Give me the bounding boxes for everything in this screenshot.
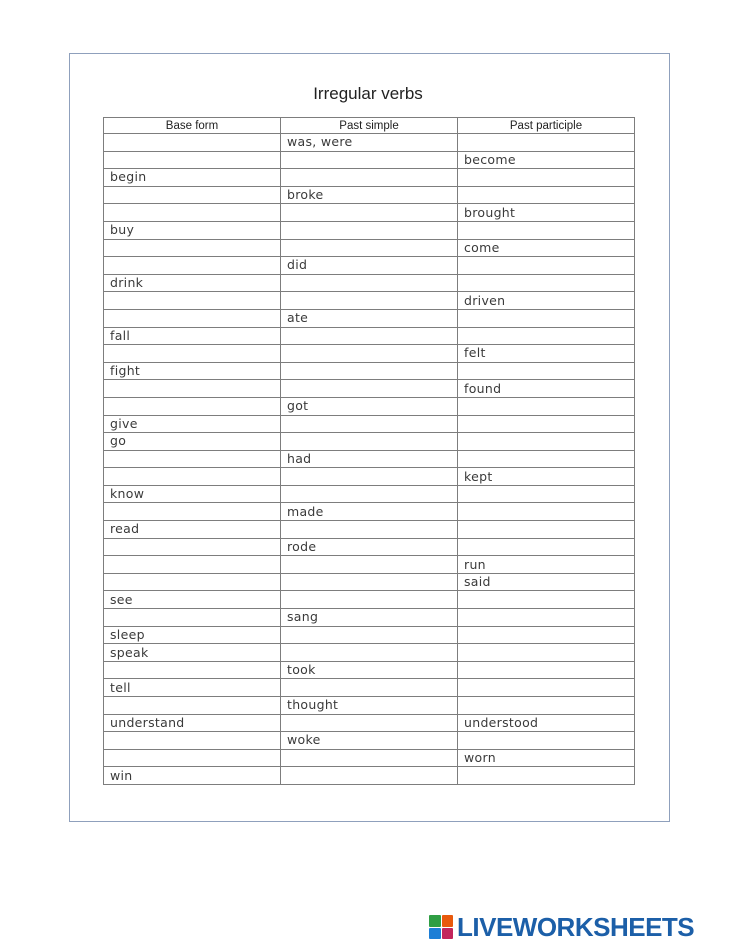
- base-form-cell[interactable]: [104, 732, 281, 750]
- past-simple-cell[interactable]: got: [281, 397, 458, 415]
- base-form-cell[interactable]: win: [104, 767, 281, 785]
- past-participle-cell[interactable]: [458, 521, 635, 539]
- table-row: [104, 274, 635, 292]
- base-form-cell[interactable]: [104, 397, 281, 415]
- base-form-cell[interactable]: fight: [104, 362, 281, 380]
- header-base-form: Base form: [104, 118, 281, 134]
- past-simple-cell[interactable]: rode: [281, 538, 458, 556]
- irregular-verbs-table: [103, 117, 635, 785]
- base-form-cell[interactable]: [104, 450, 281, 468]
- base-form-cell[interactable]: drink: [104, 274, 281, 292]
- base-form-cell[interactable]: [104, 134, 281, 152]
- table-row: [104, 450, 635, 468]
- base-form-cell[interactable]: [104, 239, 281, 257]
- base-form-cell[interactable]: tell: [104, 679, 281, 697]
- past-simple-cell[interactable]: was, were: [281, 134, 458, 152]
- table-row: [104, 433, 635, 451]
- past-participle-cell[interactable]: [458, 186, 635, 204]
- table-row: [104, 327, 635, 345]
- table-row: [104, 749, 635, 767]
- past-simple-cell[interactable]: [281, 345, 458, 363]
- past-participle-cell[interactable]: [458, 257, 635, 275]
- table-row: [104, 415, 635, 433]
- past-simple-cell[interactable]: did: [281, 257, 458, 275]
- past-simple-cell[interactable]: sang: [281, 609, 458, 627]
- past-participle-cell[interactable]: [458, 134, 635, 152]
- liveworksheets-logo-icon: [429, 915, 453, 939]
- past-simple-cell[interactable]: [281, 204, 458, 222]
- table-row: [104, 609, 635, 627]
- table-row: [104, 573, 635, 591]
- past-simple-cell[interactable]: [281, 327, 458, 345]
- past-simple-cell[interactable]: ate: [281, 309, 458, 327]
- base-form-cell[interactable]: [104, 556, 281, 574]
- base-form-cell[interactable]: [104, 468, 281, 486]
- past-simple-cell[interactable]: woke: [281, 732, 458, 750]
- past-participle-cell[interactable]: [458, 697, 635, 715]
- base-form-cell[interactable]: go: [104, 433, 281, 451]
- table-row: [104, 345, 635, 363]
- base-form-cell[interactable]: [104, 573, 281, 591]
- table-row: [104, 697, 635, 715]
- table-row: [104, 556, 635, 574]
- table-row: [104, 292, 635, 310]
- past-participle-cell[interactable]: [458, 644, 635, 662]
- past-participle-cell[interactable]: [458, 679, 635, 697]
- past-simple-cell[interactable]: [281, 169, 458, 187]
- past-simple-cell[interactable]: had: [281, 450, 458, 468]
- past-participle-cell[interactable]: [458, 732, 635, 750]
- base-form-cell[interactable]: speak: [104, 644, 281, 662]
- past-simple-cell[interactable]: [281, 749, 458, 767]
- table-row: [104, 221, 635, 239]
- table-row: [104, 468, 635, 486]
- past-participle-cell[interactable]: said: [458, 573, 635, 591]
- table-row: [104, 591, 635, 609]
- table-row: [104, 644, 635, 662]
- base-form-cell[interactable]: [104, 697, 281, 715]
- table-header-row: [104, 118, 635, 134]
- past-participle-cell[interactable]: [458, 767, 635, 785]
- base-form-cell[interactable]: [104, 345, 281, 363]
- table-row: [104, 485, 635, 503]
- past-participle-cell[interactable]: run: [458, 556, 635, 574]
- past-simple-cell[interactable]: took: [281, 661, 458, 679]
- table-row: [104, 151, 635, 169]
- past-participle-cell[interactable]: [458, 485, 635, 503]
- base-form-cell[interactable]: read: [104, 521, 281, 539]
- past-simple-cell[interactable]: made: [281, 503, 458, 521]
- logo-icon-square: [429, 928, 441, 940]
- past-simple-cell[interactable]: [281, 380, 458, 398]
- logo-icon-square: [442, 915, 454, 927]
- past-participle-cell[interactable]: [458, 450, 635, 468]
- liveworksheets-logo[interactable]: [429, 912, 694, 942]
- logo-text: LIVEWORKSHEETS: [457, 911, 695, 942]
- base-form-cell[interactable]: [104, 609, 281, 627]
- past-participle-cell[interactable]: [458, 433, 635, 451]
- past-simple-cell[interactable]: [281, 556, 458, 574]
- past-simple-cell[interactable]: [281, 591, 458, 609]
- past-participle-cell[interactable]: [458, 609, 635, 627]
- table-row: [104, 714, 635, 732]
- base-form-cell[interactable]: understand: [104, 714, 281, 732]
- table-row: [104, 679, 635, 697]
- past-participle-cell[interactable]: [458, 415, 635, 433]
- past-participle-cell[interactable]: come: [458, 239, 635, 257]
- past-participle-cell[interactable]: kept: [458, 468, 635, 486]
- table-row: [104, 397, 635, 415]
- base-form-cell[interactable]: [104, 380, 281, 398]
- past-participle-cell[interactable]: [458, 397, 635, 415]
- base-form-cell[interactable]: buy: [104, 221, 281, 239]
- past-simple-cell[interactable]: [281, 292, 458, 310]
- past-participle-cell[interactable]: brought: [458, 204, 635, 222]
- table-row: [104, 380, 635, 398]
- base-form-cell[interactable]: fall: [104, 327, 281, 345]
- table-row: [104, 169, 635, 187]
- base-form-cell[interactable]: [104, 661, 281, 679]
- table-row: [104, 204, 635, 222]
- table-row: [104, 626, 635, 644]
- past-participle-cell[interactable]: [458, 221, 635, 239]
- past-simple-cell[interactable]: [281, 573, 458, 591]
- base-form-cell[interactable]: [104, 257, 281, 275]
- past-simple-cell[interactable]: [281, 521, 458, 539]
- past-participle-cell[interactable]: [458, 626, 635, 644]
- past-participle-cell[interactable]: [458, 538, 635, 556]
- past-simple-cell[interactable]: [281, 679, 458, 697]
- table-row: [104, 362, 635, 380]
- past-participle-cell[interactable]: found: [458, 380, 635, 398]
- base-form-cell[interactable]: know: [104, 485, 281, 503]
- base-form-cell[interactable]: [104, 538, 281, 556]
- past-simple-cell[interactable]: broke: [281, 186, 458, 204]
- table-row: [104, 309, 635, 327]
- past-simple-cell[interactable]: [281, 644, 458, 662]
- base-form-cell[interactable]: [104, 151, 281, 169]
- table-row: [104, 239, 635, 257]
- base-form-cell[interactable]: give: [104, 415, 281, 433]
- past-participle-cell[interactable]: become: [458, 151, 635, 169]
- logo-icon-square: [442, 928, 454, 940]
- past-participle-cell[interactable]: [458, 591, 635, 609]
- past-participle-cell[interactable]: [458, 309, 635, 327]
- past-participle-cell[interactable]: worn: [458, 749, 635, 767]
- past-simple-cell[interactable]: [281, 468, 458, 486]
- past-simple-cell[interactable]: [281, 415, 458, 433]
- base-form-cell[interactable]: begin: [104, 169, 281, 187]
- past-simple-cell[interactable]: [281, 151, 458, 169]
- past-participle-cell[interactable]: [458, 503, 635, 521]
- base-form-cell[interactable]: see: [104, 591, 281, 609]
- table-row: [104, 767, 635, 785]
- past-simple-cell[interactable]: [281, 433, 458, 451]
- table-row: [104, 521, 635, 539]
- past-simple-cell[interactable]: thought: [281, 697, 458, 715]
- past-participle-cell[interactable]: [458, 274, 635, 292]
- past-simple-cell[interactable]: [281, 714, 458, 732]
- table-row: [104, 538, 635, 556]
- base-form-cell[interactable]: [104, 204, 281, 222]
- past-simple-cell[interactable]: [281, 274, 458, 292]
- past-simple-cell[interactable]: [281, 485, 458, 503]
- worksheet-title: Irregular verbs: [313, 84, 423, 103]
- header-past-participle: Past participle: [458, 118, 635, 134]
- past-simple-cell[interactable]: [281, 362, 458, 380]
- past-simple-cell[interactable]: [281, 626, 458, 644]
- table-row: [104, 134, 635, 152]
- base-form-cell[interactable]: [104, 503, 281, 521]
- table-row: [104, 503, 635, 521]
- past-participle-cell[interactable]: [458, 327, 635, 345]
- past-participle-cell[interactable]: understood: [458, 714, 635, 732]
- base-form-cell[interactable]: [104, 309, 281, 327]
- logo-icon-square: [429, 915, 441, 927]
- table-row: [104, 186, 635, 204]
- table-row: [104, 257, 635, 275]
- past-participle-cell[interactable]: [458, 169, 635, 187]
- past-simple-cell[interactable]: [281, 767, 458, 785]
- header-past-simple: Past simple: [281, 118, 458, 134]
- base-form-cell[interactable]: [104, 749, 281, 767]
- past-simple-cell[interactable]: [281, 239, 458, 257]
- base-form-cell[interactable]: [104, 186, 281, 204]
- table-row: [104, 661, 635, 679]
- past-participle-cell[interactable]: [458, 362, 635, 380]
- base-form-cell[interactable]: [104, 292, 281, 310]
- past-participle-cell[interactable]: driven: [458, 292, 635, 310]
- past-participle-cell[interactable]: felt: [458, 345, 635, 363]
- base-form-cell[interactable]: sleep: [104, 626, 281, 644]
- past-simple-cell[interactable]: [281, 221, 458, 239]
- past-participle-cell[interactable]: [458, 661, 635, 679]
- table-row: [104, 732, 635, 750]
